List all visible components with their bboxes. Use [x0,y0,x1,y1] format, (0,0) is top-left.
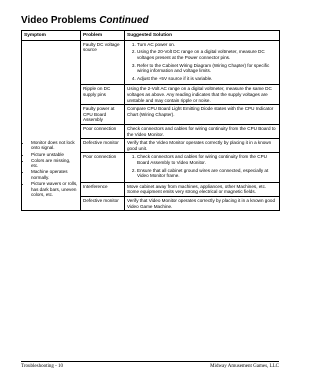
symptom-list [24,140,78,198]
problem-cell: Poor connection [81,153,125,182]
solution-cell: Verify that Video Monitor operates correctly by placing it in a known good Video Game Machine. [125,196,280,210]
problem-cell: Ripple on DC supply pins [81,85,125,105]
table-header-row [22,31,280,41]
symptom-item: • Picture unstable [31,152,78,158]
solution-cell [125,40,280,85]
solution-steps [127,154,277,178]
symptom-item: • Monitor does not lock onto signal. [31,140,78,151]
header-symptom: Symptom [22,31,81,41]
symptom-item: • Colors are missing, etc. [31,158,78,169]
solution-cell: Compare CPU Board Light Emitting Diode states with the CPU Indicator Chart (Wiring Chapter). [125,105,280,125]
problem-cell: Poor connection [81,124,125,138]
problem-cell: Defective monitor [81,139,125,153]
solution-cell [125,153,280,182]
solution-cell: Verify that the Video Monitor operates correctly by placing it in a known good unit. [125,139,280,153]
table-row [22,40,280,85]
solution-cell: Move cabinet away from machines, appliances, other Machines, etc. Some equipment emits very strong electrical or magnetic fields. [125,182,280,196]
solution-steps [127,42,277,82]
title-main: Video Problems [21,15,97,26]
solution-step: 1. Check connectors and cables for wiring continuity from the CPU Board Assembly to Video Monitor. [137,154,277,165]
header-problem: Problem [81,31,125,41]
problem-cell: Defective monitor [81,196,125,210]
problem-cell: Faulty power at CPU Board Assembly [81,105,125,125]
footer-publisher: Midway Amusement Games, LLC [210,364,279,369]
troubleshooting-table [21,30,280,211]
footer-divider [21,361,279,362]
solution-step: 1. Turn AC power on. [137,42,277,48]
solution-cell: Check connectors and cables for wiring continuity from the CPU Board to the Video Monitor. [125,124,280,138]
header-solution: Suggested Solution [125,31,280,41]
solution-step: 2. Using the 20-Volt DC range on a digital voltmeter, measure DC voltages present at the Power connector pins. [137,49,277,60]
page-title [21,15,149,26]
symptom-item: • Picture wavers or rolls, has dark bars, uneven colors, etc. [31,181,78,198]
footer-section: Troubleshooting - 10 [21,364,64,369]
symptom-item: • Machine operates normally. [31,169,78,180]
solution-step: 3. Refer to the Cabinet Wiring Diagram (Wiring Chapter) for specific wiring information and voltage limits. [137,63,277,74]
title-emphasis: Continued [99,15,149,26]
solution-step: 2. Ensure that all cabinet ground wires are connected, especially at Video Monitor frame. [137,168,277,179]
solution-cell: Using the 2-Volt AC range on a digital voltmeter, measure the same DC voltages as above. Any reading indicates that the supply voltages are unstable and may contain ripple or noise. [125,85,280,105]
solution-step: 4. Adjust the +5V source if it is variable. [137,76,277,82]
problem-cell: Faulty DC voltage source [81,40,125,85]
problem-cell: Interference [81,182,125,196]
symptom-cell [22,40,81,210]
